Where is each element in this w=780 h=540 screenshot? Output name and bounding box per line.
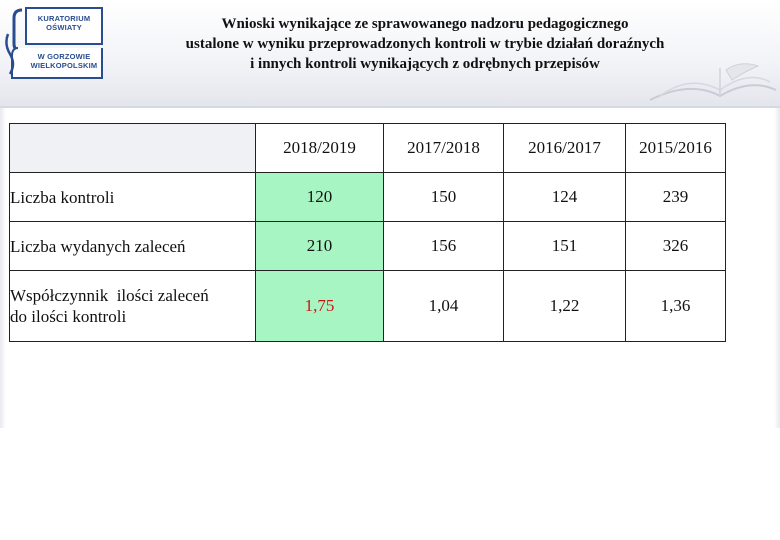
row-label: Liczba wydanych zaleceń bbox=[10, 222, 256, 271]
table-cell: 239 bbox=[626, 173, 726, 222]
left-edge-shade bbox=[0, 108, 6, 428]
row-label-line-1: Współczynnik ilości zaleceń bbox=[10, 286, 209, 305]
table-cell: 156 bbox=[384, 222, 504, 271]
table-corner-cell bbox=[10, 124, 256, 173]
table-row bbox=[10, 271, 726, 342]
kuratorium-logo bbox=[4, 4, 104, 84]
row-label-line-2: do ilości kontroli bbox=[10, 307, 127, 326]
table-cell: 1,04 bbox=[384, 271, 504, 342]
row-label bbox=[10, 271, 256, 342]
table-cell: 326 bbox=[626, 222, 726, 271]
table-cell-highlighted: 210 bbox=[256, 222, 384, 271]
table-cell: 150 bbox=[384, 173, 504, 222]
table-cell-highlighted: 120 bbox=[256, 173, 384, 222]
inspection-table bbox=[9, 123, 726, 342]
table-cell: 124 bbox=[504, 173, 626, 222]
year-header: 2018/2019 bbox=[256, 124, 384, 173]
table-cell: 1,22 bbox=[504, 271, 626, 342]
table-cell-highlighted: 1,75 bbox=[256, 271, 384, 342]
page-title bbox=[120, 14, 730, 74]
logo-text-top: KURATORIUM OŚWIATY bbox=[37, 14, 91, 32]
header-divider bbox=[0, 106, 780, 108]
table-cell: 1,36 bbox=[626, 271, 726, 342]
year-header: 2017/2018 bbox=[384, 124, 504, 173]
title-line-3: i innych kontroli wynikających z odrębnych przepisów bbox=[250, 56, 600, 72]
title-line-2: ustalone w wyniku przeprowadzonych kontroli w trybie działań doraźnych bbox=[185, 36, 665, 52]
open-book-watermark-icon bbox=[640, 60, 780, 106]
year-header: 2016/2017 bbox=[504, 124, 626, 173]
logo-text-bottom: W GORZOWIE WIELKOPOLSKIM bbox=[30, 52, 98, 70]
table-header-row bbox=[10, 124, 726, 173]
right-edge-shade bbox=[774, 108, 780, 428]
table-row bbox=[10, 222, 726, 271]
year-header: 2015/2016 bbox=[626, 124, 726, 173]
table-cell: 151 bbox=[504, 222, 626, 271]
row-label: Liczba kontroli bbox=[10, 173, 256, 222]
title-line-1: Wnioski wynikające ze sprawowanego nadzoru pedagogicznego bbox=[221, 16, 629, 32]
table-row bbox=[10, 173, 726, 222]
